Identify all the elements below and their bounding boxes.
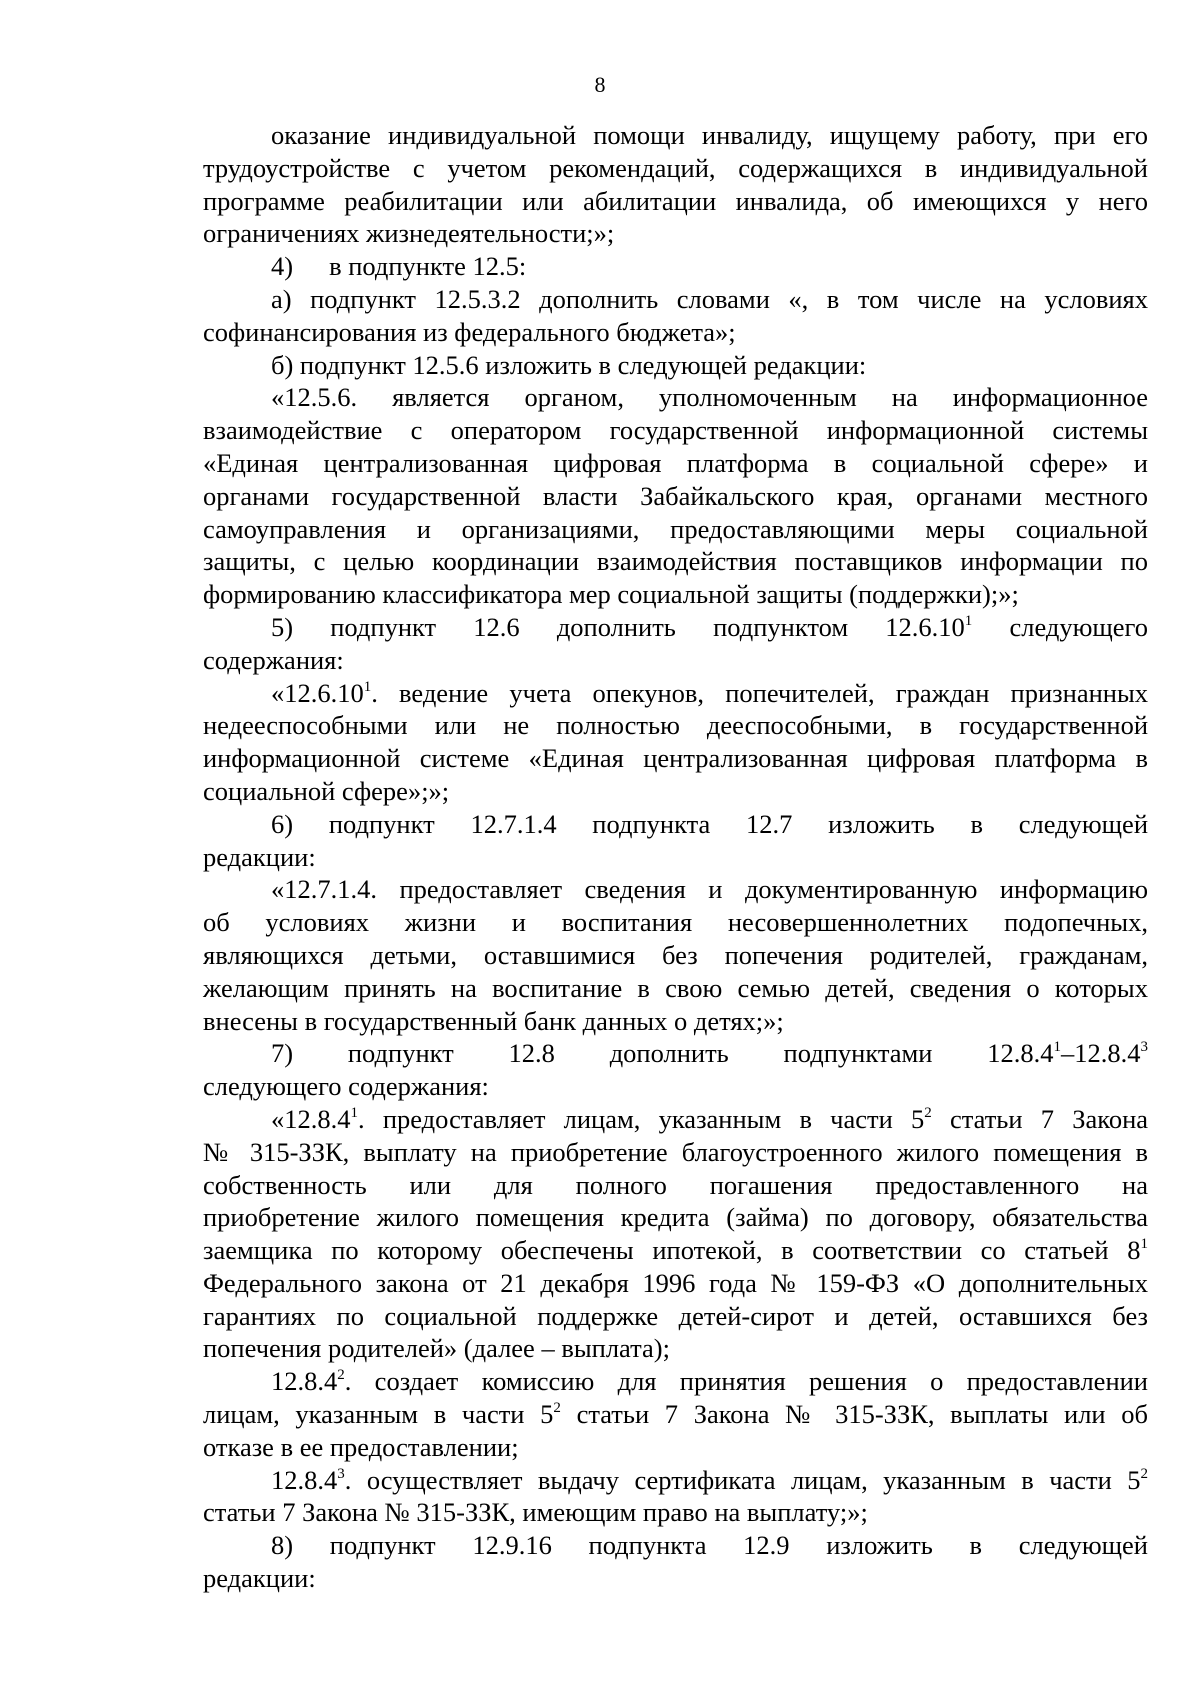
text-line: б) подпункт 12.5.6 изложить в следующей редакции:: [271, 349, 867, 380]
document-body: [203, 119, 1148, 1595]
text-line: «12.8.4$^1$. предоставляет лицам, указанным в части $5^2$ статьи 7 Закона: [271, 1103, 1149, 1134]
text-line: содержания:: [203, 644, 344, 675]
list-item-6: 6) подпункт 12.7.1.4 подпункта 12.7 изложить в следующей: [271, 808, 1148, 839]
text-line: социальной сфере»;»;: [203, 775, 450, 806]
list-item-8: 8) подпункт 12.9.16 подпункта 12.9 изложить в следующей: [271, 1530, 1148, 1561]
text-line: ограничениях жизнедеятельности;»;: [203, 218, 615, 249]
text-line: трудоустройстве с учетом рекомендаций, содержащихся в индивидуальной: [203, 152, 1148, 183]
text-line: приобретение жилого помещения кредита (займа) по договору, обязательства: [203, 1202, 1148, 1233]
list-item-5: 5) подпункт 12.6 дополнить подпунктом 12.6.10$^1$ следующего: [271, 611, 1149, 642]
text-line: Федерального закона от 21 декабря 1996 года № 159-ФЗ «О дополнительных: [203, 1267, 1148, 1298]
text-line: софинансирования из федерального бюджета»;: [203, 316, 736, 347]
text-line: желающим принять на воспитание в свою семью детей, сведения о которых: [203, 972, 1148, 1003]
list-item-7: 7) подпункт 12.8 дополнить подпунктами 12.8.4$^1$–12.8.4$^3$: [271, 1038, 1148, 1069]
text-line: внесены в государственный банк данных о детях;»;: [203, 1005, 784, 1036]
text-line: недееспособными или не полностью дееспособными, в государственной: [203, 710, 1148, 741]
text-line: взаимодействие с оператором государственной информационной системы: [203, 415, 1148, 446]
text-line: защиты, с целью координации взаимодействия поставщиков информации по: [203, 546, 1148, 577]
text-line: статьи 7 Закона № 315-ЗЗК, имеющим право на выплату;»;: [203, 1497, 868, 1528]
text-line: 12.8.4$^2$. создает комиссию для принятия решения о предоставлении: [271, 1366, 1148, 1397]
text-line: собственность или для полного погашения предоставленного на: [203, 1169, 1148, 1200]
text-line: «12.5.6. является органом, уполномоченным на информационное: [271, 382, 1148, 413]
text-line: лицам, указанным в части $5^2$ статьи 7 Закона № 315-ЗЗК, выплаты или об: [203, 1399, 1148, 1430]
text-line: «Единая централизованная цифровая платформа в социальной сфере» и: [203, 447, 1148, 478]
text-line: редакции:: [203, 1563, 316, 1594]
text-line: а) подпункт 12.5.3.2 дополнить словами «, в том числе на условиях: [271, 283, 1148, 314]
text-line: редакции:: [203, 841, 316, 872]
text-line: программе реабилитации или абилитации инвалида, об имеющихся у него: [203, 185, 1148, 216]
text-line: попечения родителей» (далее – выплата);: [203, 1333, 670, 1364]
page-number: 8: [594, 72, 606, 97]
text-line: 12.8.4$^3$. осуществляет выдачу сертификата лицам, указанным в части $5^2$: [271, 1464, 1148, 1495]
text-line: формированию классификатора мер социальной защиты (поддержки);»;: [203, 579, 1019, 610]
text-line: № 315-ЗЗК, выплату на приобретение благоустроенного жилого помещения в: [203, 1136, 1148, 1167]
text-line: заемщика по которому обеспечены ипотекой, в соответствии со статьей $8^1$: [203, 1235, 1148, 1266]
text-line: следующего содержания:: [203, 1071, 489, 1102]
text-line: отказе в ее предоставлении;: [203, 1431, 519, 1462]
text-line: «12.7.1.4. предоставляет сведения и документированную информацию: [271, 874, 1148, 905]
text-line: об условиях жизни и воспитания несовершеннолетних подопечных,: [203, 907, 1148, 938]
text-line: самоуправления и организациями, предоставляющими меры социальной: [203, 513, 1148, 544]
text-line: гарантиях по социальной поддержке детей-сирот и детей, оставшихся без: [203, 1300, 1148, 1331]
text-line: являющихся детьми, оставшимися без попечения родителей, гражданам,: [203, 939, 1148, 970]
text-line: оказание индивидуальной помощи инвалиду, ищущему работу, при его: [271, 120, 1148, 150]
text-line: «12.6.10$^1$. ведение учета опекунов, попечителей, граждан признанных: [271, 677, 1148, 708]
text-line: информационной системе «Единая централизованная цифровая платформа в: [203, 743, 1148, 774]
text-line: органами государственной власти Забайкальского края, органами местного: [203, 480, 1148, 511]
list-item-4: 4) в подпункте 12.5:: [271, 251, 527, 282]
